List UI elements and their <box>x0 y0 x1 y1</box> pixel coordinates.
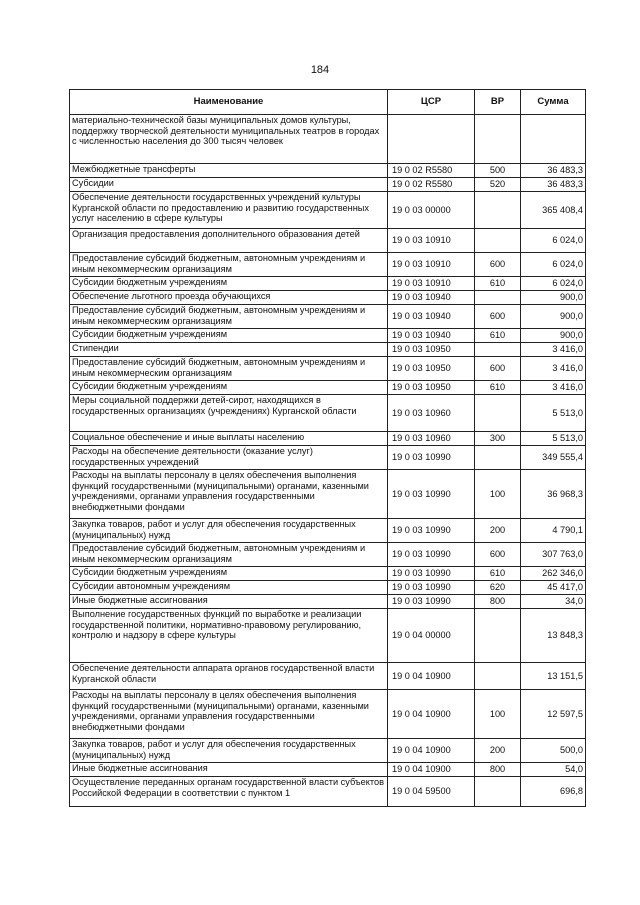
row-csr-cell: 19 0 04 10900 <box>388 690 475 739</box>
table-row <box>70 519 586 543</box>
table-header-row <box>70 90 586 115</box>
row-csr-cell: 19 0 03 10940 <box>388 291 475 305</box>
row-vr-cell: 200 <box>475 519 521 543</box>
table-row <box>70 253 586 277</box>
table-row <box>70 763 586 777</box>
row-sum-cell <box>521 115 586 164</box>
row-name-cell: Иные бюджетные ассигнования <box>70 763 388 777</box>
row-vr-cell: 500 <box>475 164 521 178</box>
row-sum-cell: 696,8 <box>521 777 586 807</box>
row-csr-cell: 19 0 03 10910 <box>388 277 475 291</box>
row-sum-cell: 900,0 <box>521 291 586 305</box>
row-name-cell: Выполнение государственных функций по выработке и реализации государственной политики, нормативно-правовому регулированию, контролю и надзору в сфере культуры <box>70 609 388 663</box>
table-row <box>70 343 586 357</box>
table-row <box>70 567 586 581</box>
row-vr-cell <box>475 192 521 229</box>
row-csr-cell: 19 0 04 00000 <box>388 609 475 663</box>
table-row <box>70 470 586 519</box>
row-vr-cell: 200 <box>475 739 521 763</box>
row-name-cell: Закупка товаров, работ и услуг для обеспечения государственных (муниципальных) нужд <box>70 739 388 763</box>
row-vr-cell: 520 <box>475 178 521 192</box>
row-vr-cell <box>475 609 521 663</box>
row-vr-cell: 600 <box>475 357 521 381</box>
table-row <box>70 277 586 291</box>
page-number: 184 <box>310 64 330 76</box>
row-csr-cell: 19 0 03 10940 <box>388 305 475 329</box>
row-vr-cell: 610 <box>475 329 521 343</box>
table-row <box>70 777 586 807</box>
row-vr-cell: 610 <box>475 381 521 395</box>
row-csr-cell: 19 0 04 10900 <box>388 763 475 777</box>
table-row <box>70 115 586 164</box>
row-name-cell: Субсидии бюджетным учреждениям <box>70 381 388 395</box>
row-sum-cell: 3 416,0 <box>521 343 586 357</box>
row-csr-cell: 19 0 03 10990 <box>388 470 475 519</box>
row-csr-cell: 19 0 03 10950 <box>388 357 475 381</box>
table-row <box>70 164 586 178</box>
table-row <box>70 329 586 343</box>
row-sum-cell: 3 416,0 <box>521 357 586 381</box>
row-name-cell: Стипендии <box>70 343 388 357</box>
row-vr-cell: 610 <box>475 277 521 291</box>
header-sum: Сумма <box>521 90 586 115</box>
row-csr-cell: 19 0 03 10990 <box>388 446 475 470</box>
row-sum-cell: 5 513,0 <box>521 395 586 432</box>
row-name-cell: Предоставление субсидий бюджетным, автономным учреждениям и иным некоммерческим организациям <box>70 357 388 381</box>
row-vr-cell <box>475 395 521 432</box>
row-sum-cell: 4 790,1 <box>521 519 586 543</box>
row-csr-cell: 19 0 03 10990 <box>388 581 475 595</box>
row-vr-cell: 100 <box>475 470 521 519</box>
row-name-cell: Субсидии автономным учреждениям <box>70 581 388 595</box>
row-name-cell: Предоставление субсидий бюджетным, автономным учреждениям и иным некоммерческим организациям <box>70 253 388 277</box>
row-csr-cell: 19 0 03 10990 <box>388 543 475 567</box>
row-vr-cell: 800 <box>475 595 521 609</box>
table-row <box>70 543 586 567</box>
row-name-cell: Субсидии бюджетным учреждениям <box>70 567 388 581</box>
header-csr: ЦСР <box>388 90 475 115</box>
header-name: Наименование <box>70 90 388 115</box>
row-sum-cell: 13 151,5 <box>521 663 586 690</box>
row-csr-cell: 19 0 04 10900 <box>388 739 475 763</box>
row-vr-cell <box>475 115 521 164</box>
table-row <box>70 446 586 470</box>
row-vr-cell: 610 <box>475 567 521 581</box>
row-name-cell: Субсидии бюджетным учреждениям <box>70 277 388 291</box>
row-name-cell: Расходы на выплаты персоналу в целях обеспечения выполнения функций государственными (муниципальными) органами, казенными учреждениями, органами управления государственными внебюджетными фондами <box>70 470 388 519</box>
row-sum-cell: 900,0 <box>521 329 586 343</box>
table-row <box>70 595 586 609</box>
row-vr-cell: 600 <box>475 253 521 277</box>
row-sum-cell: 6 024,0 <box>521 229 586 253</box>
row-name-cell: Обеспечение деятельности государственных учреждений культуры Курганской области по предоставлению и развитию государственных услуг населению в сфере культуры <box>70 192 388 229</box>
row-csr-cell: 19 0 02 R5580 <box>388 164 475 178</box>
row-csr-cell: 19 0 03 10940 <box>388 329 475 343</box>
row-csr-cell: 19 0 03 10960 <box>388 395 475 432</box>
row-vr-cell <box>475 229 521 253</box>
row-name-cell: Обеспечение льготного проезда обучающихся <box>70 291 388 305</box>
row-vr-cell: 600 <box>475 305 521 329</box>
row-vr-cell <box>475 343 521 357</box>
row-vr-cell <box>475 663 521 690</box>
row-sum-cell: 36 968,3 <box>521 470 586 519</box>
row-csr-cell: 19 0 03 10910 <box>388 253 475 277</box>
row-csr-cell <box>388 115 475 164</box>
table-row <box>70 291 586 305</box>
row-sum-cell: 900,0 <box>521 305 586 329</box>
table-row <box>70 381 586 395</box>
row-vr-cell <box>475 446 521 470</box>
row-name-cell: Организация предоставления дополнительного образования детей <box>70 229 388 253</box>
row-csr-cell: 19 0 03 10910 <box>388 229 475 253</box>
row-sum-cell: 6 024,0 <box>521 253 586 277</box>
row-name-cell: Расходы на обеспечение деятельности (оказание услуг) государственных учреждений <box>70 446 388 470</box>
row-vr-cell: 100 <box>475 690 521 739</box>
row-name-cell: Предоставление субсидий бюджетным, автономным учреждениям и иным некоммерческим организациям <box>70 305 388 329</box>
row-name-cell: материально-технической базы муниципальных домов культуры, поддержку творческой деятельности муниципальных театров в городах с численностью населения до 300 тысяч человек <box>70 115 388 164</box>
row-sum-cell: 262 346,0 <box>521 567 586 581</box>
row-csr-cell: 19 0 04 10900 <box>388 663 475 690</box>
row-name-cell: Иные бюджетные ассигнования <box>70 595 388 609</box>
row-name-cell: Меры социальной поддержки детей-сирот, находящихся в государственных организациях (учреждениях) Курганской области <box>70 395 388 432</box>
table-row <box>70 581 586 595</box>
row-csr-cell: 19 0 03 10990 <box>388 595 475 609</box>
row-sum-cell: 307 763,0 <box>521 543 586 567</box>
row-sum-cell: 13 848,3 <box>521 609 586 663</box>
row-name-cell: Осуществление переданных органам государственной власти субъектов Российской Федерации в соответствии с пунктом 1 <box>70 777 388 807</box>
row-csr-cell: 19 0 03 10950 <box>388 343 475 357</box>
row-name-cell: Закупка товаров, работ и услуг для обеспечения государственных (муниципальных) нужд <box>70 519 388 543</box>
row-csr-cell: 19 0 03 10960 <box>388 432 475 446</box>
row-vr-cell <box>475 291 521 305</box>
budget-table <box>69 89 586 807</box>
row-csr-cell: 19 0 03 00000 <box>388 192 475 229</box>
table-body <box>70 115 586 807</box>
header-vr: ВР <box>475 90 521 115</box>
row-sum-cell: 349 555,4 <box>521 446 586 470</box>
row-csr-cell: 19 0 04 59500 <box>388 777 475 807</box>
row-name-cell: Социальное обеспечение и иные выплаты населению <box>70 432 388 446</box>
row-name-cell: Субсидии <box>70 178 388 192</box>
table-row <box>70 739 586 763</box>
row-name-cell: Межбюджетные трансферты <box>70 164 388 178</box>
row-sum-cell: 3 416,0 <box>521 381 586 395</box>
table-row <box>70 305 586 329</box>
row-sum-cell: 36 483,3 <box>521 164 586 178</box>
table-row <box>70 178 586 192</box>
row-sum-cell: 45 417,0 <box>521 581 586 595</box>
row-sum-cell: 54,0 <box>521 763 586 777</box>
row-sum-cell: 6 024,0 <box>521 277 586 291</box>
table-row <box>70 192 586 229</box>
row-csr-cell: 19 0 02 R5580 <box>388 178 475 192</box>
row-name-cell: Обеспечение деятельности аппарата органов государственной власти Курганской области <box>70 663 388 690</box>
row-vr-cell: 800 <box>475 763 521 777</box>
table-row <box>70 357 586 381</box>
row-sum-cell: 5 513,0 <box>521 432 586 446</box>
table-row <box>70 663 586 690</box>
row-sum-cell: 500,0 <box>521 739 586 763</box>
table-row <box>70 229 586 253</box>
row-vr-cell <box>475 777 521 807</box>
row-name-cell: Предоставление субсидий бюджетным, автономным учреждениям и иным некоммерческим организациям <box>70 543 388 567</box>
table-row <box>70 690 586 739</box>
row-csr-cell: 19 0 03 10990 <box>388 567 475 581</box>
row-sum-cell: 36 483,3 <box>521 178 586 192</box>
row-vr-cell: 300 <box>475 432 521 446</box>
table-row <box>70 432 586 446</box>
row-sum-cell: 12 597,5 <box>521 690 586 739</box>
row-csr-cell: 19 0 03 10990 <box>388 519 475 543</box>
row-sum-cell: 34,0 <box>521 595 586 609</box>
row-vr-cell: 620 <box>475 581 521 595</box>
row-name-cell: Расходы на выплаты персоналу в целях обеспечения выполнения функций государственными (муниципальными) органами, казенными учреждениями, органами управления государственными внебюджетными фондами <box>70 690 388 739</box>
row-vr-cell: 600 <box>475 543 521 567</box>
row-csr-cell: 19 0 03 10950 <box>388 381 475 395</box>
table-row <box>70 395 586 432</box>
table-row <box>70 609 586 663</box>
row-name-cell: Субсидии бюджетным учреждениям <box>70 329 388 343</box>
row-sum-cell: 365 408,4 <box>521 192 586 229</box>
